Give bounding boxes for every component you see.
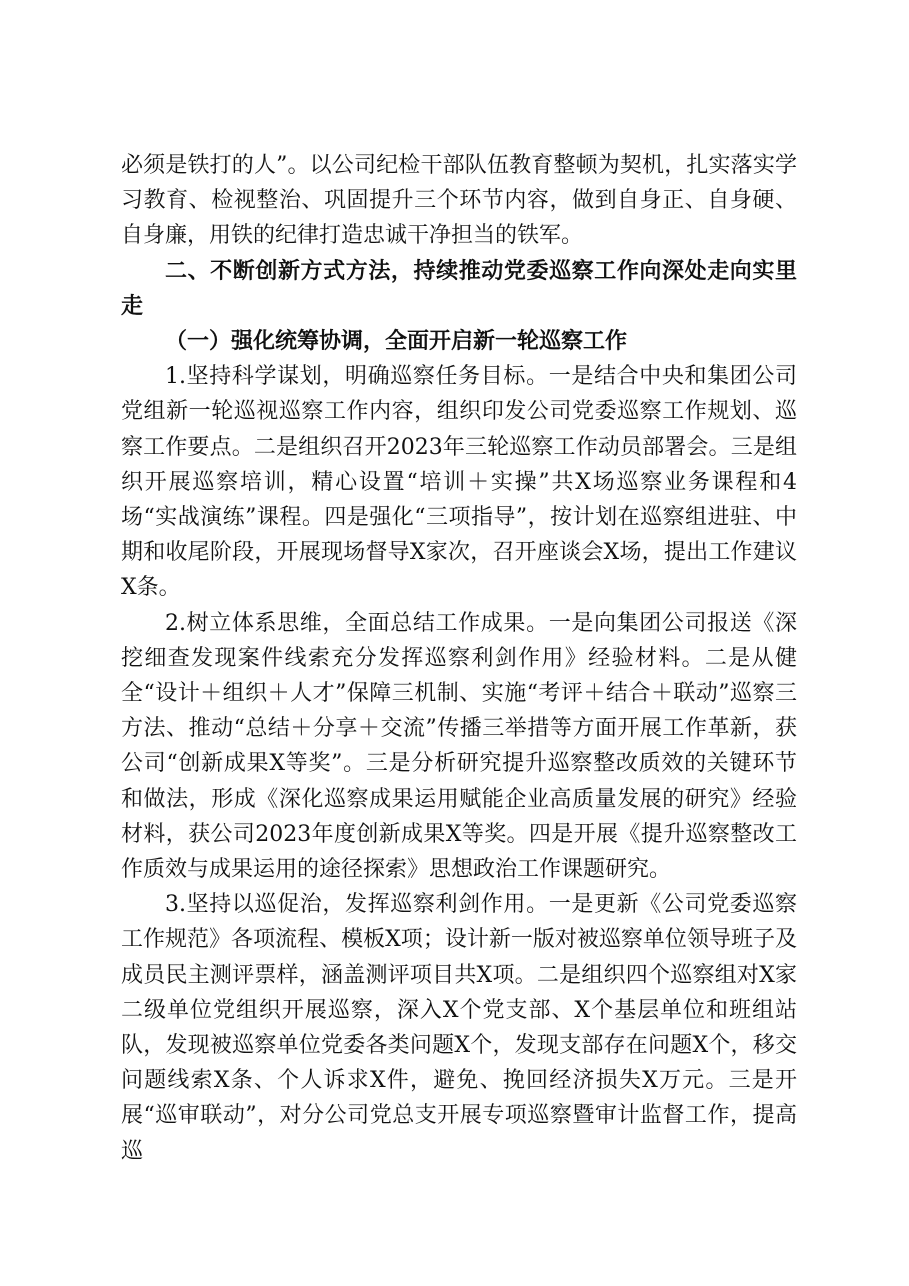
paragraph-item-2: 2.树立体系思维，全面总结工作成果。一是向集团公司报送《深挖细查发现案件线索充分发挥巡察利剑作用》经验材料。二是从健全“设计＋组织＋人才”保障三机制、实施“考评＋结合＋联动”巡察三方法、推动“总结＋分享＋交流”传播三举措等方面开展工作革新，获公司“创新成果X等奖”。三是分析研究提升巡察整改质效的关键环节和做法，形成《深化巡察成果运用赋能企业高质量发展的研究》经验材料，获公司2023年度创新成果X等奖。四是开展《提升巡察整改工作质效与成果运用的途径探索》思想政治工作课题研究。 <box>121 610 797 883</box>
subsection-heading-one: （一）强化统筹协调，全面开启新一轮巡察工作 <box>165 328 628 355</box>
section-heading-two: 二、不断创新方式方法，持续推动党委巡察工作向深处走向实里走 <box>121 258 797 319</box>
document-body <box>121 148 797 1169</box>
paragraph-continuation: 必须是铁打的人”。以公司纪检干部队伍教育整顿为契机，扎实落实学习教育、检视整治、巩固提升三个环节内容，做到自身正、自身硬、自身廉，用铁的纪律打造忠诚干净担当的铁军。 <box>121 153 797 249</box>
paragraph-item-1: 1.坚持科学谋划，明确巡察任务目标。一是结合中央和集团公司党组新一轮巡视巡察工作内容，组织印发公司党委巡察工作规划、巡察工作要点。二是组织召开2023年三轮巡察工作动员部署会。三是组织开展巡察培训，精心设置“培训＋实操”共X场巡察业务课程和4场“实战演练”课程。四是强化“三项指导”，按计划在巡察组进驻、中期和收尾阶段，开展现场督导X家次，召开座谈会X场，提出工作建议X条。 <box>121 364 797 601</box>
paragraph-item-3: 3.坚持以巡促治，发挥巡察利剑作用。一是更新《公司党委巡察工作规范》各项流程、模板X项；设计新一版对被巡察单位领导班子及成员民主测评票样，涵盖测评项目共X项。二是组织四个巡察组对X家二级单位党组织开展巡察，深入X个党支部、X个基层单位和班组站队，发现被巡察单位党委各类问题X个，发现支部存在问题X个，移交问题线索X条、个人诉求X件，避免、挽回经济损失X万元。三是开展“巡审联动”，对分公司党总支开展专项巡察暨审计监督工作，提高巡 <box>121 892 797 1164</box>
